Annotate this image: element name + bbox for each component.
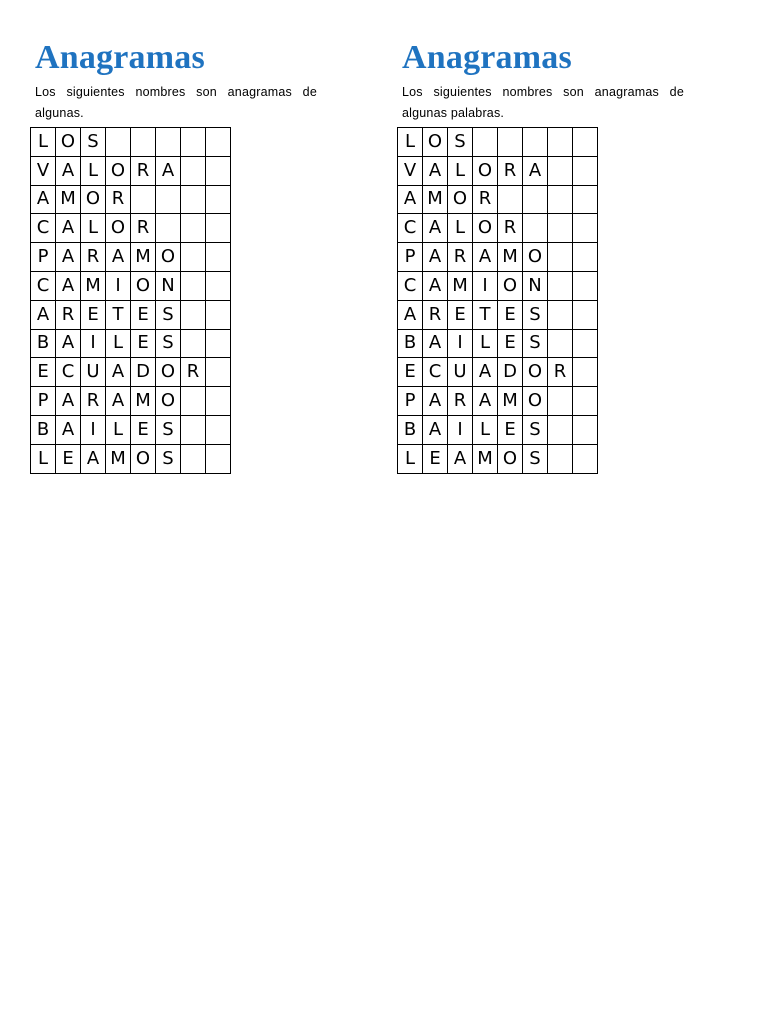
grid-cell: L	[448, 156, 473, 185]
grid-row	[398, 185, 598, 214]
grid-cell: T	[473, 300, 498, 329]
grid-cell: A	[56, 156, 81, 185]
grid-row	[31, 271, 231, 300]
grid-cell: C	[56, 358, 81, 387]
grid-cell: B	[31, 329, 56, 358]
grid-cell: A	[156, 156, 181, 185]
grid-cell: I	[448, 415, 473, 444]
grid-cell	[156, 214, 181, 243]
grid-row	[398, 358, 598, 387]
grid-cell: I	[106, 271, 131, 300]
page-title: Anagramas	[402, 39, 572, 76]
grid-cell: S	[523, 444, 548, 473]
grid-row	[31, 358, 231, 387]
grid-cell: A	[473, 243, 498, 272]
grid-cell: E	[56, 444, 81, 473]
grid-cell	[573, 185, 598, 214]
grid-cell: R	[498, 156, 523, 185]
grid-cell: R	[498, 214, 523, 243]
grid-cell	[548, 300, 573, 329]
grid-row	[31, 128, 231, 157]
grid-cell: L	[398, 444, 423, 473]
grid-cell: A	[423, 387, 448, 416]
grid-cell	[523, 185, 548, 214]
grid-cell: A	[448, 444, 473, 473]
grid-cell: A	[31, 185, 56, 214]
grid-cell: B	[398, 415, 423, 444]
grid-row	[398, 444, 598, 473]
grid-cell	[181, 444, 206, 473]
grid-cell: O	[156, 387, 181, 416]
grid-cell: A	[56, 387, 81, 416]
grid-cell: U	[81, 358, 106, 387]
grid-cell: S	[523, 300, 548, 329]
grid-cell	[206, 329, 231, 358]
grid-cell	[156, 128, 181, 157]
grid-cell: A	[423, 156, 448, 185]
grid-cell: D	[131, 358, 156, 387]
grid-cell: A	[56, 214, 81, 243]
grid-cell: L	[106, 415, 131, 444]
grid-cell: O	[131, 444, 156, 473]
grid-cell: O	[131, 271, 156, 300]
grid-cell: M	[106, 444, 131, 473]
grid-cell: V	[398, 156, 423, 185]
grid-cell	[523, 128, 548, 157]
grid-cell	[181, 243, 206, 272]
grid-cell: E	[31, 358, 56, 387]
grid-cell: L	[473, 415, 498, 444]
grid-cell: L	[448, 214, 473, 243]
grid-cell: C	[31, 271, 56, 300]
grid-cell	[206, 358, 231, 387]
grid-cell: C	[398, 214, 423, 243]
grid-cell: C	[31, 214, 56, 243]
grid-cell: O	[473, 214, 498, 243]
grid-cell: R	[131, 156, 156, 185]
grid-cell: C	[398, 271, 423, 300]
grid-cell: O	[523, 358, 548, 387]
grid-row	[398, 243, 598, 272]
grid-row	[31, 185, 231, 214]
grid-cell	[573, 444, 598, 473]
grid-cell	[498, 185, 523, 214]
grid-cell: O	[156, 358, 181, 387]
grid-cell	[206, 387, 231, 416]
grid-cell: S	[156, 444, 181, 473]
grid-cell: O	[523, 387, 548, 416]
grid-cell: L	[81, 214, 106, 243]
page-title: Anagramas	[35, 39, 205, 76]
grid-cell: T	[106, 300, 131, 329]
grid-cell: R	[423, 300, 448, 329]
grid-cell	[573, 387, 598, 416]
grid-cell: L	[31, 444, 56, 473]
grid-cell	[473, 128, 498, 157]
grid-cell: A	[473, 358, 498, 387]
instructions-text: Los siguientes nombres son anagramas de algunas palabras.	[402, 85, 684, 120]
grid-cell	[573, 156, 598, 185]
grid-cell: P	[398, 243, 423, 272]
grid-cell: E	[131, 329, 156, 358]
grid-cell: L	[81, 156, 106, 185]
grid-cell	[206, 444, 231, 473]
grid-cell: R	[181, 358, 206, 387]
grid-cell: E	[498, 415, 523, 444]
grid-cell: S	[523, 329, 548, 358]
grid-cell	[156, 185, 181, 214]
grid-cell: A	[423, 415, 448, 444]
grid-cell	[206, 271, 231, 300]
grid-cell	[573, 415, 598, 444]
grid-cell: O	[56, 128, 81, 157]
grid-cell: O	[423, 128, 448, 157]
grid-cell: M	[131, 387, 156, 416]
grid-cell: L	[398, 128, 423, 157]
grid-row	[31, 156, 231, 185]
grid-cell	[131, 185, 156, 214]
grid-cell: S	[156, 415, 181, 444]
grid-cell	[206, 214, 231, 243]
grid-cell: S	[448, 128, 473, 157]
grid-cell: L	[106, 329, 131, 358]
instructions-text: Los siguientes nombres son anagramas de algunas.	[35, 85, 317, 120]
grid-cell	[548, 415, 573, 444]
grid-row	[398, 128, 598, 157]
grid-cell: A	[423, 214, 448, 243]
grid-cell	[548, 271, 573, 300]
grid-cell	[206, 243, 231, 272]
grid-cell: O	[523, 243, 548, 272]
grid-cell: P	[398, 387, 423, 416]
grid-cell: I	[81, 415, 106, 444]
grid-cell: V	[31, 156, 56, 185]
grid-cell: E	[448, 300, 473, 329]
grid-cell: E	[81, 300, 106, 329]
grid-cell: E	[131, 415, 156, 444]
grid-cell	[106, 128, 131, 157]
grid-cell: A	[106, 387, 131, 416]
grid-cell: A	[398, 185, 423, 214]
grid-cell	[548, 156, 573, 185]
grid-cell: R	[448, 243, 473, 272]
grid-row	[31, 300, 231, 329]
grid-cell: A	[31, 300, 56, 329]
grid-cell: O	[448, 185, 473, 214]
grid-cell: B	[31, 415, 56, 444]
anagram-panel-left	[35, 38, 335, 469]
grid-cell	[181, 415, 206, 444]
grid-cell: R	[56, 300, 81, 329]
grid-cell	[206, 185, 231, 214]
grid-cell: E	[398, 358, 423, 387]
grid-row	[31, 415, 231, 444]
grid-cell: M	[448, 271, 473, 300]
grid-cell: S	[81, 128, 106, 157]
grid-cell	[206, 300, 231, 329]
grid-cell: E	[498, 300, 523, 329]
grid-cell: M	[498, 243, 523, 272]
grid-cell: N	[156, 271, 181, 300]
grid-cell: R	[81, 243, 106, 272]
grid-cell: M	[131, 243, 156, 272]
grid-cell: A	[523, 156, 548, 185]
grid-cell	[181, 387, 206, 416]
grid-cell: U	[448, 358, 473, 387]
grid-row	[31, 243, 231, 272]
grid-cell	[548, 128, 573, 157]
grid-cell	[181, 214, 206, 243]
grid-cell: P	[31, 243, 56, 272]
grid-cell	[548, 444, 573, 473]
grid-cell	[206, 415, 231, 444]
grid-cell: R	[548, 358, 573, 387]
grid-cell	[498, 128, 523, 157]
grid-cell: A	[56, 271, 81, 300]
grid-cell: M	[81, 271, 106, 300]
grid-cell	[523, 214, 548, 243]
grid-cell	[181, 128, 206, 157]
grid-cell: R	[131, 214, 156, 243]
grid-cell	[573, 214, 598, 243]
grid-cell: O	[106, 214, 131, 243]
grid-cell: A	[56, 329, 81, 358]
grid-cell: R	[473, 185, 498, 214]
grid-cell: A	[423, 271, 448, 300]
grid-cell	[181, 271, 206, 300]
grid-row	[31, 387, 231, 416]
grid-cell: M	[473, 444, 498, 473]
grid-cell	[573, 358, 598, 387]
grid-row	[398, 271, 598, 300]
grid-cell: R	[81, 387, 106, 416]
grid-row	[398, 387, 598, 416]
grid-cell: M	[498, 387, 523, 416]
grid-cell: S	[523, 415, 548, 444]
grid-cell: A	[473, 387, 498, 416]
grid-cell: L	[31, 128, 56, 157]
grid-cell: O	[498, 271, 523, 300]
grid-cell	[181, 185, 206, 214]
grid-cell	[548, 185, 573, 214]
grid-cell	[573, 300, 598, 329]
grid-cell: C	[423, 358, 448, 387]
grid-cell: S	[156, 329, 181, 358]
grid-cell	[573, 128, 598, 157]
grid-cell: O	[156, 243, 181, 272]
grid-cell: O	[498, 444, 523, 473]
grid-cell	[548, 214, 573, 243]
grid-row	[398, 156, 598, 185]
grid-cell: P	[31, 387, 56, 416]
grid-cell	[548, 329, 573, 358]
grid-cell: M	[56, 185, 81, 214]
grid-cell: E	[498, 329, 523, 358]
grid-row	[398, 300, 598, 329]
grid-cell	[131, 128, 156, 157]
grid-cell: B	[398, 329, 423, 358]
grid-cell	[573, 271, 598, 300]
grid-row	[398, 214, 598, 243]
grid-cell: R	[106, 185, 131, 214]
grid-cell	[181, 329, 206, 358]
grid-cell: I	[448, 329, 473, 358]
letter-grid	[30, 127, 231, 474]
grid-cell: N	[523, 271, 548, 300]
grid-cell: O	[81, 185, 106, 214]
grid-cell: L	[473, 329, 498, 358]
grid-row	[398, 329, 598, 358]
grid-cell	[181, 300, 206, 329]
grid-cell	[573, 243, 598, 272]
grid-cell: A	[56, 243, 81, 272]
grid-row	[31, 329, 231, 358]
grid-row	[31, 444, 231, 473]
grid-cell: S	[156, 300, 181, 329]
grid-cell	[548, 387, 573, 416]
grid-cell: O	[473, 156, 498, 185]
grid-cell: A	[423, 243, 448, 272]
grid-cell	[548, 243, 573, 272]
grid-cell: R	[448, 387, 473, 416]
grid-cell	[206, 128, 231, 157]
grid-cell	[573, 329, 598, 358]
grid-cell: A	[398, 300, 423, 329]
grid-cell: D	[498, 358, 523, 387]
grid-cell: I	[81, 329, 106, 358]
grid-cell: A	[106, 243, 131, 272]
grid-cell: M	[423, 185, 448, 214]
grid-row	[31, 214, 231, 243]
grid-cell: O	[106, 156, 131, 185]
grid-cell: E	[131, 300, 156, 329]
grid-cell	[206, 156, 231, 185]
grid-row	[398, 415, 598, 444]
grid-cell: E	[423, 444, 448, 473]
grid-cell	[181, 156, 206, 185]
anagram-panel-right	[402, 38, 702, 469]
grid-cell: A	[56, 415, 81, 444]
grid-cell: A	[81, 444, 106, 473]
grid-cell: A	[423, 329, 448, 358]
grid-cell: I	[473, 271, 498, 300]
letter-grid	[397, 127, 598, 474]
grid-cell: A	[106, 358, 131, 387]
